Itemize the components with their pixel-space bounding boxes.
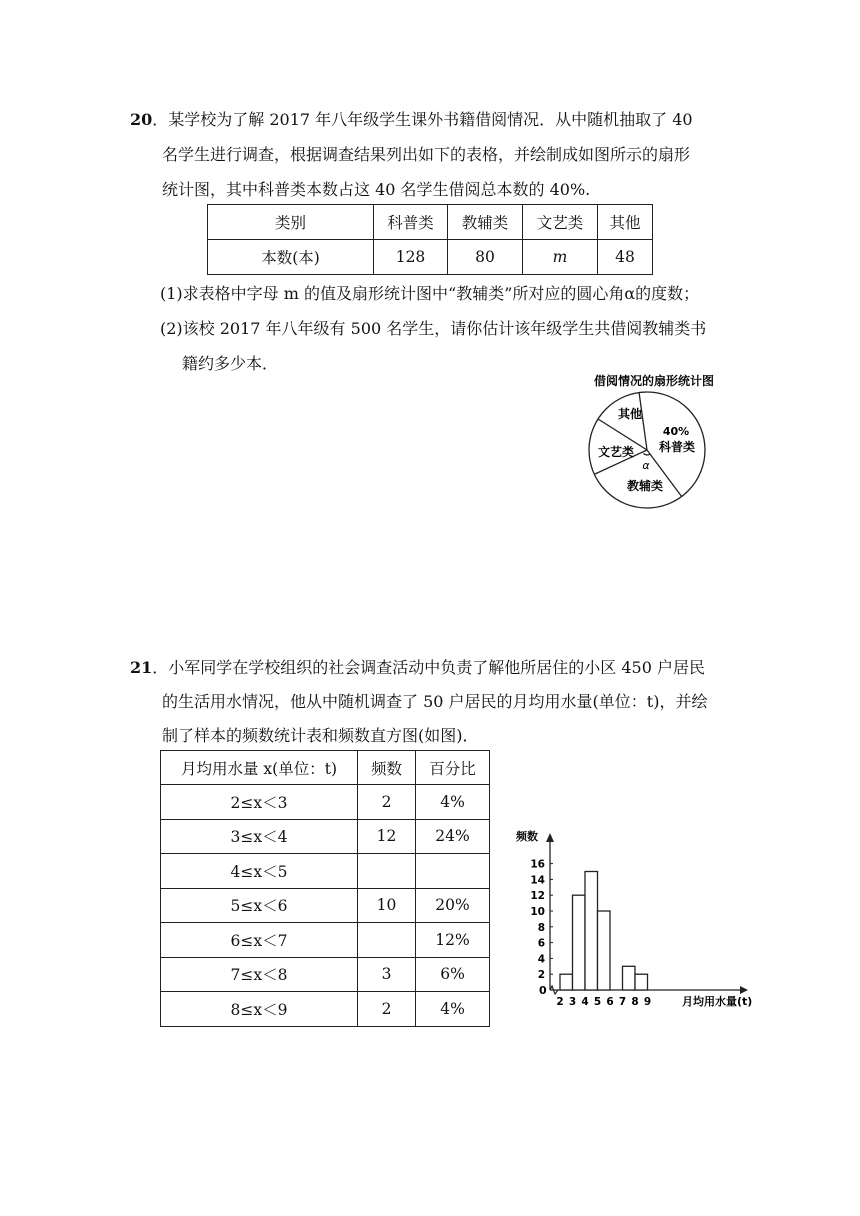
q21-line-2: 的生活用水情况，他从中随机调查了 50 户居民的月均用水量(单位：t)，并绘 [162, 692, 708, 711]
y-tick-label: 12 [530, 890, 545, 903]
x-tick-label: 2 [556, 996, 564, 1008]
q20-number: 20 [130, 110, 153, 129]
y-tick-label: 4 [537, 953, 545, 966]
pie-line-top [639, 392, 647, 450]
histogram-bar [560, 974, 573, 990]
q20-line-2: 名学生进行调查，根据调查结果列出如下的表格，并绘制成如图所示的扇形 [162, 145, 691, 164]
y-tick-label: 8 [537, 921, 545, 934]
q21-cell-range: 2≤x＜3 [161, 785, 358, 820]
q21-cell-freq: 10 [358, 888, 416, 923]
y-axis-label: 频数 [516, 830, 538, 843]
q21-histogram [500, 820, 760, 1020]
y-axis-arrow [546, 833, 554, 842]
pie-label-science-pct: 40% [662, 425, 690, 438]
q20-line-1 [130, 110, 693, 130]
q21-table-row [161, 888, 490, 923]
x-tick-label: 6 [606, 996, 614, 1008]
y-tick-label: 10 [530, 906, 545, 918]
histogram-bar [635, 974, 648, 990]
q20-cat-0: 科普类 [374, 205, 448, 240]
q21-header-pct: 百分比 [416, 751, 490, 785]
q21-cell-pct: 20% [416, 888, 490, 923]
q21-cell-pct [416, 854, 490, 889]
q20-cat-2: 文艺类 [523, 205, 598, 240]
x-tick-label: 3 [568, 996, 577, 1008]
pie-label-science: 科普类 [658, 440, 696, 454]
pie-title: 借阅情况的扇形统计图 [593, 374, 715, 388]
q21-cell-range: 4≤x＜5 [161, 854, 358, 889]
q20-val-2: m [523, 240, 598, 275]
q21-cell-freq [358, 854, 416, 889]
q21-cell-freq [358, 923, 416, 958]
y-tick-label: 14 [530, 874, 545, 887]
histogram-bar [623, 966, 636, 990]
q20-pie-chart [570, 370, 770, 520]
q21-cell-pct: 4% [416, 785, 490, 820]
q21-cell-freq: 12 [358, 819, 416, 854]
q20-table [207, 204, 653, 275]
x-tick-label: 5 [593, 996, 602, 1008]
q21-cell-range: 3≤x＜4 [161, 819, 358, 854]
q21-table [160, 750, 490, 1027]
x-axis-label: 月均用水量(t) [682, 995, 753, 1008]
q20-cat-3: 其他 [598, 205, 653, 240]
histogram-bar [585, 872, 598, 991]
q21-cell-range: 6≤x＜7 [161, 923, 358, 958]
q21-header-freq: 频数 [358, 751, 416, 785]
q21-cell-range: 8≤x＜9 [161, 992, 358, 1027]
q21-table-row [161, 785, 490, 820]
x-tick-label: 9 [643, 996, 652, 1008]
q21-text-1: ．小军同学在学校组织的社会调查活动中负责了解他所居住的小区 450 户居民 [152, 658, 705, 677]
q21-table-row [161, 819, 490, 854]
x-tick-label: 4 [581, 996, 589, 1008]
q20-header-label: 类别 [208, 205, 374, 240]
q21-table-row [161, 957, 490, 992]
pie-label-arts: 文艺类 [597, 445, 635, 459]
q20-val-0: 128 [374, 240, 448, 275]
q21-table-row [161, 854, 490, 889]
pie-label-tutor: 教辅类 [626, 479, 664, 493]
origin-label: 0 [539, 984, 547, 997]
q21-cell-pct: 12% [416, 923, 490, 958]
q21-cell-pct: 4% [416, 992, 490, 1027]
q21-table-row [161, 992, 490, 1027]
q21-line-3: 制了样本的频数统计表和频数直方图(如图)． [162, 726, 479, 745]
q21-header-range: 月均用水量 x(单位：t) [161, 751, 358, 785]
q21-cell-range: 7≤x＜8 [161, 957, 358, 992]
q20-sub2-line-2: 籍约多少本． [182, 354, 279, 373]
q20-cat-1: 教辅类 [448, 205, 523, 240]
q20-row-label: 本数(本) [208, 240, 374, 275]
x-axis-arrow [740, 986, 748, 994]
q21-cell-pct: 6% [416, 957, 490, 992]
q21-number: 21 [130, 658, 153, 677]
x-tick-label: 7 [618, 996, 627, 1008]
q20-line-3: 统计图，其中科普类本数占这 40 名学生借阅总本数的 40%. [162, 180, 591, 199]
y-tick-label: 6 [537, 937, 545, 950]
q21-cell-freq: 3 [358, 957, 416, 992]
y-tick-label: 16 [530, 858, 545, 871]
histogram-bar [598, 911, 611, 990]
y-tick-label: 2 [537, 969, 545, 982]
q20-val-3: 48 [598, 240, 653, 275]
q21-cell-pct: 24% [416, 819, 490, 854]
q21-cell-freq: 2 [358, 992, 416, 1027]
q21-table-row [161, 923, 490, 958]
q21-line-1 [130, 658, 705, 678]
pie-label-other: 其他 [617, 407, 643, 421]
q20-sub2-line-1: (2)该校 2017 年八年级有 500 名学生，请你估计该年级学生共借阅教辅类书 [160, 319, 707, 338]
histogram-bar [573, 895, 586, 990]
q20-sub1: (1)求表格中字母 m 的值及扇形统计图中“教辅类”所对应的圆心角α的度数； [160, 284, 700, 303]
q21-cell-range: 5≤x＜6 [161, 888, 358, 923]
q21-cell-freq: 2 [358, 785, 416, 820]
x-tick-label: 8 [631, 996, 639, 1008]
q20-val-1: 80 [448, 240, 523, 275]
pie-label-alpha: α [642, 459, 650, 472]
q20-text-1: ．某学校为了解 2017 年八年级学生课外书籍借阅情况．从中随机抽取了 40 [152, 110, 693, 129]
